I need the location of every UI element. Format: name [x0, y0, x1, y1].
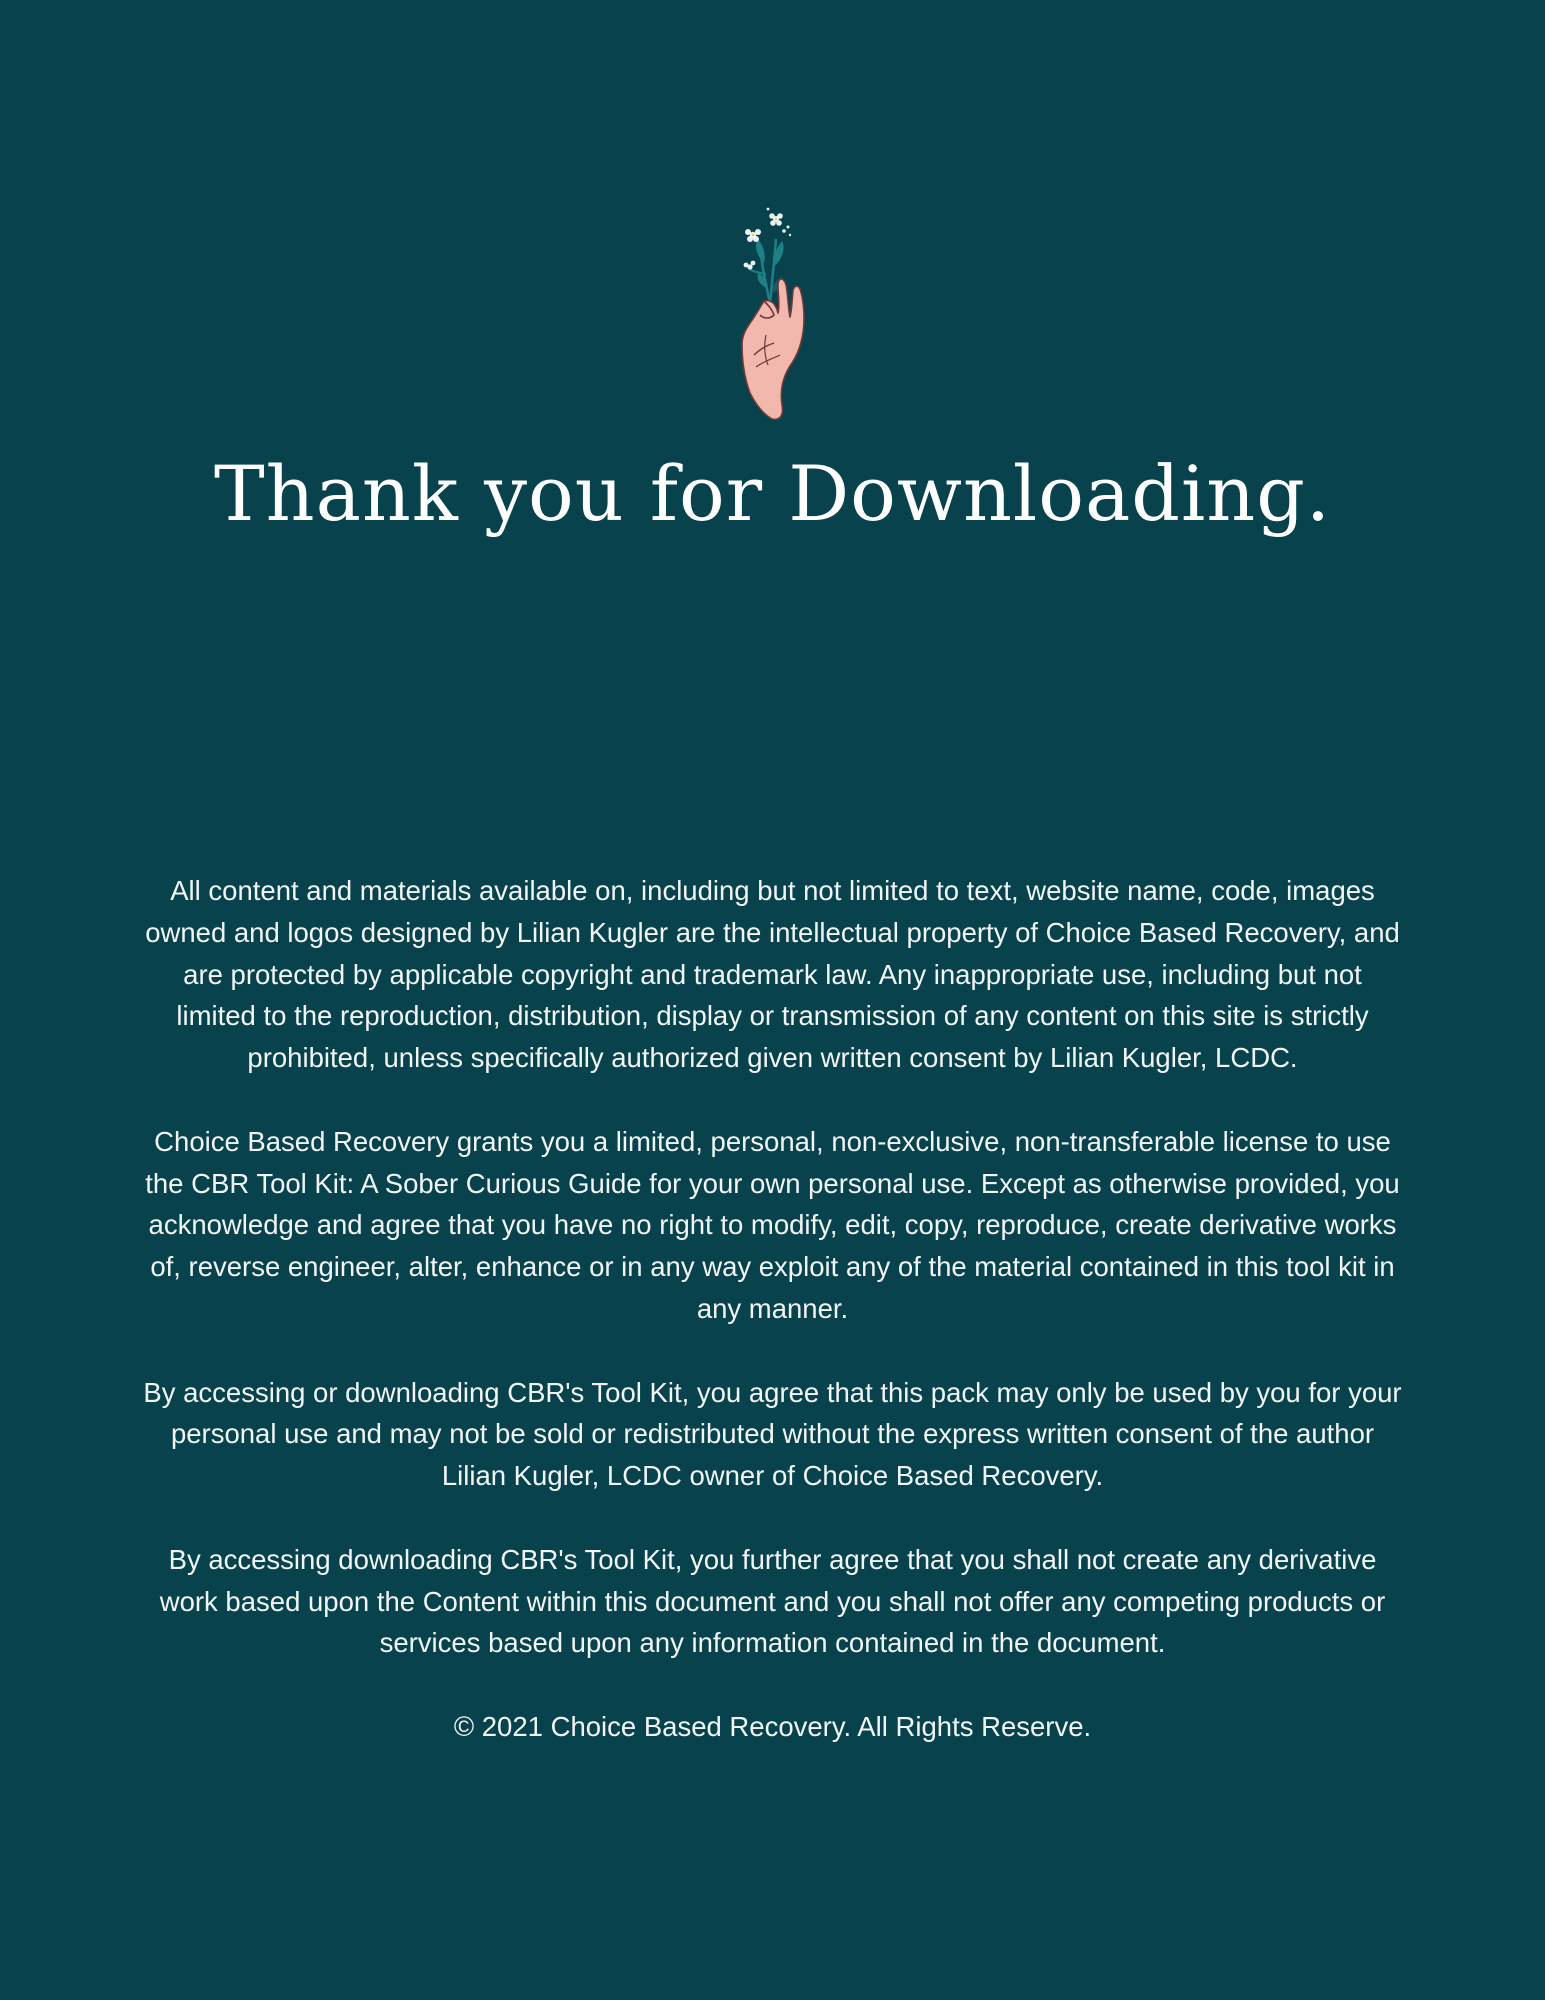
legal-paragraph: All content and materials available on, including but not limited to text, website name, code, images owned and logos designed by Lilian Kugler are the intellectual property of Choice Based Recovery, and are protected by applicable copyright and trademark law. Any inappropriate use, including but not limited to the reproduction, distribution, display or transmission of any content on this site is strictly prohibited, unless specifically authorized given written consent by Lilian Kugler, LCDC. — [145, 875, 1400, 1074]
page-title: Thank you for Downloading. — [213, 449, 1332, 538]
copyright-notice: © 2021 Choice Based Recovery. All Rights Reserve. — [453, 1710, 1092, 1742]
legal-notice — [140, 870, 1405, 1748]
legal-paragraph: By accessing downloading CBR's Tool Kit, you further agree that you shall not create any derivative work based upon the Content within this document and you shall not offer any competing products or services based upon any information contained in the document. — [159, 1543, 1386, 1659]
legal-paragraph: By accessing or downloading CBR's Tool Kit, you agree that this pack may only be used by you for your personal use and may not be sold or redistributed without the express written consent of the author Lilian Kugler, LCDC owner of Choice Based Recovery. — [143, 1376, 1402, 1492]
hand-holding-flower-icon — [720, 205, 820, 425]
legal-paragraph: Choice Based Recovery grants you a limited, personal, non-exclusive, non-transferable license to use the CBR Tool Kit: A Sober Curious Guide for your own personal use. Except as otherwise provided, you acknowledge and agree that you have no right to modify, edit, copy, reproduce, create derivative works of, reverse engineer, alter, enhance or in any way exploit any of the material contained in this tool kit in any manner. — [145, 1125, 1400, 1324]
